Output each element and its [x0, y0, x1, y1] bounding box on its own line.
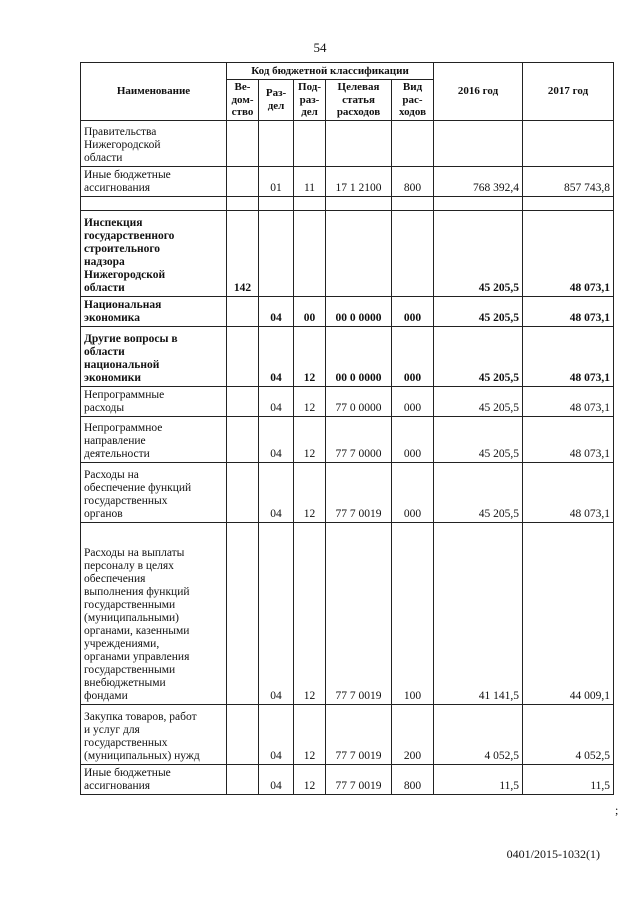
cell-amount-2017: 44 009,1	[523, 522, 614, 704]
cell-subsection: 12	[294, 522, 326, 704]
cell-target-item: 17 1 2100	[326, 166, 392, 196]
cell-amount-2017: 48 073,1	[523, 462, 614, 522]
cell-amount-2016	[434, 196, 523, 210]
cell-subsection	[294, 196, 326, 210]
header-year-2016: 2016 год	[434, 63, 523, 121]
table-body	[81, 120, 614, 794]
cell-amount-2017: 48 073,1	[523, 326, 614, 386]
cell-department	[227, 416, 259, 462]
cell-expense-type: 000	[392, 326, 434, 386]
header-subsection: Под- раз- дел	[294, 80, 326, 121]
cell-section: 04	[259, 522, 294, 704]
header-section: Раз- дел	[259, 80, 294, 121]
cell-subsection: 11	[294, 166, 326, 196]
cell-section: 04	[259, 764, 294, 794]
table-row	[81, 386, 614, 416]
cell-target-item: 77 0 0000	[326, 386, 392, 416]
table-row	[81, 210, 614, 296]
cell-expense-type: 100	[392, 522, 434, 704]
cell-section	[259, 196, 294, 210]
cell-amount-2016: 11,5	[434, 764, 523, 794]
cell-department	[227, 166, 259, 196]
cell-target-item: 00 0 0000	[326, 326, 392, 386]
table-row	[81, 704, 614, 764]
cell-name: Правительства Нижегородской области	[81, 120, 227, 166]
cell-target-item	[326, 210, 392, 296]
cell-subsection: 12	[294, 416, 326, 462]
cell-expense-type: 000	[392, 462, 434, 522]
cell-expense-type: 000	[392, 386, 434, 416]
cell-department	[227, 296, 259, 326]
cell-section: 04	[259, 296, 294, 326]
cell-amount-2017: 11,5	[523, 764, 614, 794]
cell-name: Непрограммные расходы	[81, 386, 227, 416]
cell-amount-2017	[523, 120, 614, 166]
cell-target-item	[326, 120, 392, 166]
trailing-semicolon: ;	[615, 803, 619, 817]
cell-name: Расходы на обеспечение функций государственных органов	[81, 462, 227, 522]
cell-target-item: 77 7 0019	[326, 462, 392, 522]
cell-subsection	[294, 120, 326, 166]
cell-expense-type: 000	[392, 416, 434, 462]
header-department: Ве- дом- ство	[227, 80, 259, 121]
table-row	[81, 764, 614, 794]
cell-section: 01	[259, 166, 294, 196]
cell-amount-2016: 45 205,5	[434, 326, 523, 386]
cell-name: Национальная экономика	[81, 296, 227, 326]
cell-amount-2017: 4 052,5	[523, 704, 614, 764]
cell-name: Расходы на выплаты персоналу в целях обеспечения выполнения функций государственными (муниципальными) органами, казенными учреждениями, органами управления государственными внебюджетными фондами	[81, 522, 227, 704]
table-row	[81, 326, 614, 386]
cell-name: Другие вопросы в области национальной экономики	[81, 326, 227, 386]
header-classification-group: Код бюджетной классификации	[227, 63, 434, 80]
table-row	[81, 416, 614, 462]
header-year-2017: 2017 год	[523, 63, 614, 121]
cell-target-item	[326, 196, 392, 210]
cell-amount-2017: 48 073,1	[523, 386, 614, 416]
header-target-item: Целевая статья расходов	[326, 80, 392, 121]
cell-section: 04	[259, 462, 294, 522]
cell-expense-type	[392, 196, 434, 210]
cell-amount-2017: 857 743,8	[523, 166, 614, 196]
cell-amount-2017: 48 073,1	[523, 296, 614, 326]
cell-amount-2017	[523, 196, 614, 210]
cell-section	[259, 120, 294, 166]
cell-section: 04	[259, 704, 294, 764]
cell-department	[227, 196, 259, 210]
cell-amount-2017: 48 073,1	[523, 416, 614, 462]
cell-subsection: 12	[294, 764, 326, 794]
cell-department	[227, 704, 259, 764]
cell-department	[227, 522, 259, 704]
cell-target-item: 77 7 0019	[326, 522, 392, 704]
cell-name: Иные бюджетные ассигнования	[81, 166, 227, 196]
cell-expense-type: 800	[392, 764, 434, 794]
cell-target-item: 77 7 0000	[326, 416, 392, 462]
budget-table	[80, 62, 614, 795]
table-row	[81, 462, 614, 522]
cell-expense-type	[392, 210, 434, 296]
cell-expense-type	[392, 120, 434, 166]
cell-section	[259, 210, 294, 296]
cell-subsection	[294, 210, 326, 296]
cell-amount-2016: 45 205,5	[434, 296, 523, 326]
cell-section: 04	[259, 386, 294, 416]
cell-target-item: 77 7 0019	[326, 764, 392, 794]
cell-department	[227, 462, 259, 522]
cell-name: Иные бюджетные ассигнования	[81, 764, 227, 794]
cell-subsection: 12	[294, 326, 326, 386]
cell-amount-2016: 45 205,5	[434, 210, 523, 296]
cell-department	[227, 764, 259, 794]
cell-subsection: 12	[294, 386, 326, 416]
cell-expense-type: 000	[392, 296, 434, 326]
cell-amount-2016: 45 205,5	[434, 462, 523, 522]
cell-target-item: 00 0 0000	[326, 296, 392, 326]
cell-target-item: 77 7 0019	[326, 704, 392, 764]
cell-section: 04	[259, 416, 294, 462]
cell-department	[227, 386, 259, 416]
document-code: 0401/2015-1032(1)	[506, 847, 600, 861]
table-row	[81, 296, 614, 326]
table-row	[81, 522, 614, 704]
cell-amount-2016: 4 052,5	[434, 704, 523, 764]
cell-name: Закупка товаров, работ и услуг для государственных (муниципальных) нужд	[81, 704, 227, 764]
table-row	[81, 196, 614, 210]
cell-expense-type: 800	[392, 166, 434, 196]
cell-amount-2017: 48 073,1	[523, 210, 614, 296]
cell-amount-2016: 768 392,4	[434, 166, 523, 196]
cell-subsection: 12	[294, 462, 326, 522]
cell-department	[227, 326, 259, 386]
cell-amount-2016: 45 205,5	[434, 416, 523, 462]
header-expense-type: Вид рас- ходов	[392, 80, 434, 121]
header-name: Наименование	[81, 63, 227, 121]
cell-department: 142	[227, 210, 259, 296]
cell-subsection: 00	[294, 296, 326, 326]
cell-name	[81, 196, 227, 210]
table-row	[81, 166, 614, 196]
cell-expense-type: 200	[392, 704, 434, 764]
cell-amount-2016: 41 141,5	[434, 522, 523, 704]
cell-department	[227, 120, 259, 166]
cell-name: Инспекция государственного строительного надзора Нижегородской области	[81, 210, 227, 296]
cell-amount-2016	[434, 120, 523, 166]
cell-name: Непрограммное направление деятельности	[81, 416, 227, 462]
cell-amount-2016: 45 205,5	[434, 386, 523, 416]
table-row	[81, 120, 614, 166]
page-number: 54	[313, 40, 327, 55]
cell-subsection: 12	[294, 704, 326, 764]
cell-section: 04	[259, 326, 294, 386]
